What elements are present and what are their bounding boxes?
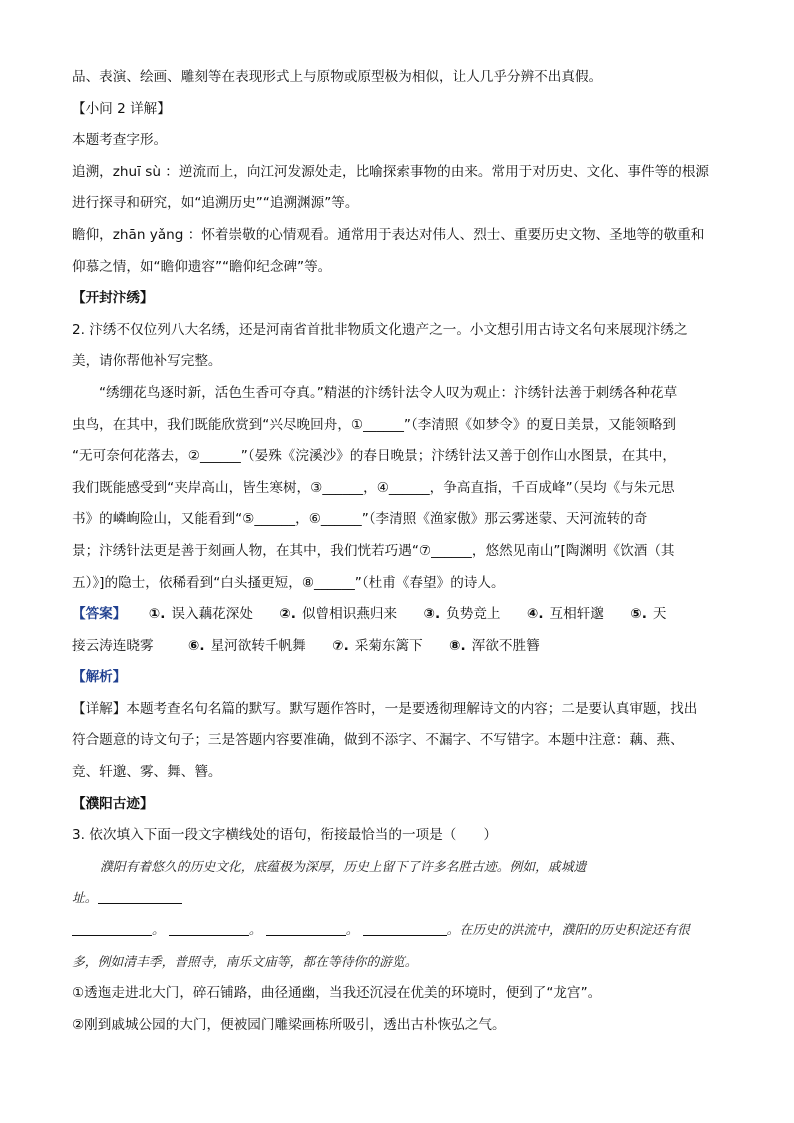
answer-item: ⑥. 星河欲转千帆舞 <box>187 637 306 654</box>
text-line: 符合题意的诗文句子；三是答题内容要准确，做到不添字、不漏字、不写错字。本题中注意：藕、燕、 <box>72 732 684 749</box>
fill-blank <box>266 919 346 936</box>
fill-blank <box>363 919 447 936</box>
answer-row <box>72 631 722 663</box>
text-line: 我们既能感受到“夹岸高山，皆生寒树，③______，④______，争高直指，千百成峰”（吴均《与朱元思 <box>72 479 675 496</box>
text-line: 品、表演、绘画、雕刻等在表现形式上与原物或原型极为相似，让人几乎分辨不出真假。 <box>72 69 603 85</box>
question-2: 2. 汴绣不仅位列八大名绣，还是河南省首批非物质文化遗产之一。小文想引用古诗文名句来展现汴绣之 <box>72 321 688 338</box>
option-line: ②刚到戚城公园的大门，便被园门雕梁画栋所吸引，透出古朴恢弘之气。 <box>72 1016 506 1033</box>
text-line: 书》的嶙峋险山，又能看到“⑤______，⑥______”（李清照《渔家傲》那云雾迷蒙、天河流转的奇 <box>72 511 648 528</box>
fill-blank <box>169 919 249 936</box>
answer-item: ②. 似曾相识燕归来 <box>279 606 398 623</box>
passage-line: 多，例如清丰季，普照寺，南乐文庙等，都在等待你的游览。 <box>72 954 418 970</box>
answer-item: ③. 负势竞上 <box>423 606 501 623</box>
text-line: “无可奈何花落去，②______”（晏殊《浣溪沙》的春日晚景；汴绣针法又善于创作山水图景，在其中， <box>72 448 676 465</box>
analysis-label: 【解析】 <box>72 669 127 686</box>
answer-row <box>72 599 722 631</box>
text-line: 进行探寻和研究，如“追溯历史”“追溯渊源”等。 <box>72 195 359 212</box>
text-line: 【详解】本题考查名句名篇的默写。默写题作答时，一是要透彻理解诗文的内容；二是要认真审题，找出 <box>72 700 698 717</box>
answer-item: ①. 误入藕花深处 <box>148 606 253 623</box>
fill-blank <box>72 919 152 936</box>
text-line: 追溯，zhuī sù ：逆流而上，向江河发源处走，比喻探索事物的由来。常用于对历史、文化、事件等的根源 <box>72 163 710 180</box>
text-line: 美，请你帮他补写完整。 <box>72 353 222 370</box>
answer-item: ④. 互相轩邈 <box>526 606 604 623</box>
answer-label: 【答案】 <box>72 606 127 623</box>
passage-line: 。 。 。 。在历史的洪流中，濮阳的历史积淀还有很 <box>72 915 722 947</box>
text-line: 景；汴绣针法更是善于刻画人物，在其中，我们恍若巧遇“⑦______，悠然见南山”[陶渊明《饮酒（其 <box>72 542 675 559</box>
answer-item: ⑤. 天 <box>630 606 667 623</box>
option-line: ①透迤走进北大门，碎石铺路，曲径通幽，当我还沉浸在优美的环境时，便到了“龙宫”。 <box>72 985 602 1002</box>
text-line: 虫鸟，在其中，我们既能欣赏到“兴尽晚回舟，①______”（李清照《如梦令》的夏日美景，又能领略到 <box>72 416 676 433</box>
text-line: 五）》]的隐士，依稀看到“白头搔更短，⑧______”（杜甫《春望》的诗人。 <box>72 574 505 591</box>
section-title: 【开封汴绣】 <box>72 290 154 307</box>
text-line: 仰慕之情，如“瞻仰遗容”“瞻仰纪念碑”等。 <box>72 258 332 275</box>
answer-continuation: 接云涛连晓雾 <box>72 637 154 654</box>
answer-item: ⑦. 采菊东篱下 <box>332 637 423 654</box>
text-line: 竞、轩邈、雾、舞、簪。 <box>72 764 222 781</box>
text-line: “绣绷花鸟逐时新，活色生香可夺真。”精湛的汴绣针法令人叹为观止：汴绣针法善于刺绣各种花草 <box>99 384 678 401</box>
text-line: 瞻仰，zhān yǎng ：怀着崇敬的心情观看。通常用于表达对伟人、烈士、重要历史文物、圣地等的敬重和 <box>72 226 705 243</box>
fill-blank <box>98 887 182 904</box>
answer-item: ⑧. 浑欲不胜簪 <box>449 637 540 654</box>
question-3: 3. 依次填入下面一段文字横线处的语句，衔接最恰当的一项是（ ） <box>72 827 498 844</box>
passage-line: 址。 <box>72 883 722 915</box>
document-page <box>72 62 722 1041</box>
passage-line: 濮阳有着悠久的历史文化，底蕴极为深厚，历史上留下了许多名胜古迹。例如，戚城遗 <box>100 859 587 875</box>
text-line: 本题考查字形。 <box>72 132 168 149</box>
section-heading: 【小问 2 详解】 <box>72 100 171 117</box>
section-title: 【濮阳古迹】 <box>72 795 154 812</box>
